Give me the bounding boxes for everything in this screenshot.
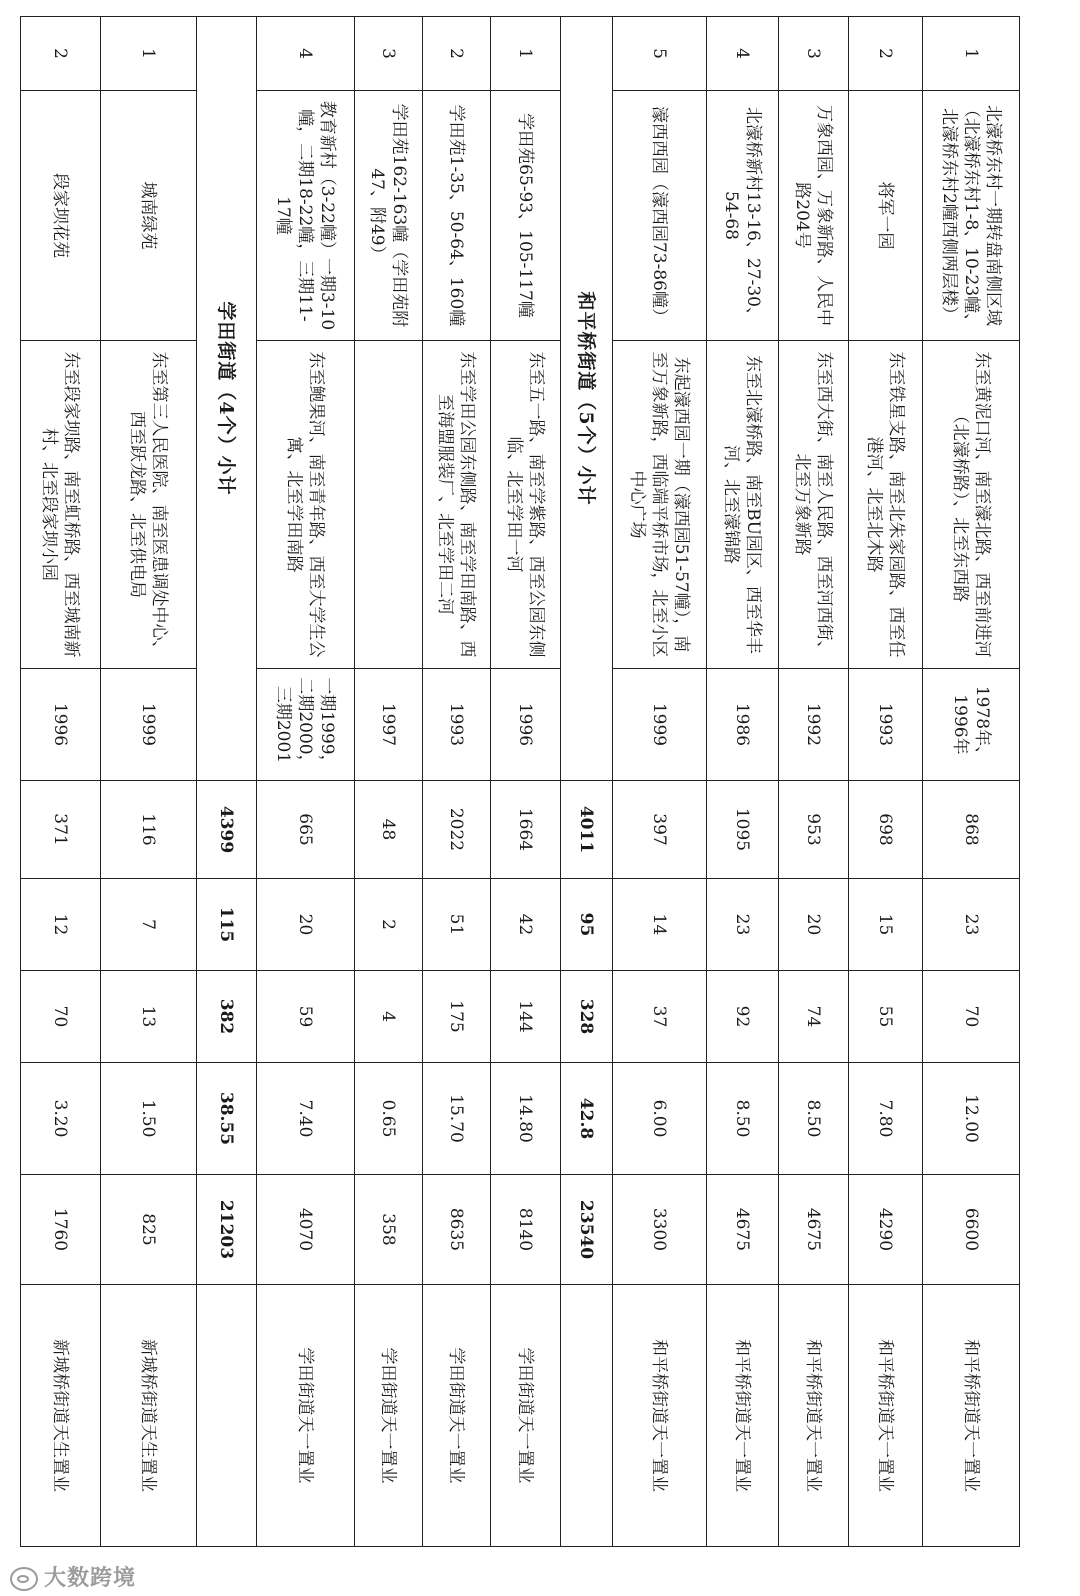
row-number: 1 xyxy=(491,17,561,91)
row-number: 3 xyxy=(355,17,423,91)
table-row xyxy=(21,17,101,1547)
subtotal-investment: 21203 xyxy=(197,1175,257,1285)
subtotal-investment: 23540 xyxy=(561,1175,613,1285)
build-year: 1999 xyxy=(101,669,197,781)
row-number: 3 xyxy=(779,17,849,91)
owner: 和平桥街道天一置业 xyxy=(613,1285,707,1547)
owner: 和平桥街道天一置业 xyxy=(849,1285,923,1547)
subtotal-units: 382 xyxy=(197,971,257,1063)
units: 92 xyxy=(707,971,779,1063)
investment: 6600 xyxy=(923,1175,1020,1285)
units: 70 xyxy=(21,971,101,1063)
boundary: 东至五一路、南至学紫路、西至公园东侧临、北至学田一河 xyxy=(491,341,561,669)
units: 70 xyxy=(923,971,1020,1063)
boundary: 东至西大街、南至人民路、西至河西街、北至万象新路 xyxy=(779,341,849,669)
units: 13 xyxy=(101,971,197,1063)
area: 14.80 xyxy=(491,1063,561,1175)
build-year: 一期1999，二期2000，三期2001 xyxy=(257,669,355,781)
investment: 4290 xyxy=(849,1175,923,1285)
investment: 3300 xyxy=(613,1175,707,1285)
subtotal-households: 4399 xyxy=(197,781,257,879)
subtotal-units: 328 xyxy=(561,971,613,1063)
investment: 4070 xyxy=(257,1175,355,1285)
rotated-table-sheet xyxy=(24,16,1020,1546)
build-year: 1992 xyxy=(779,669,849,781)
households: 2022 xyxy=(423,781,491,879)
table-row xyxy=(257,17,355,1547)
units: 59 xyxy=(257,971,355,1063)
watermark xyxy=(10,1561,136,1592)
area: 8.50 xyxy=(779,1063,849,1175)
watermark-text: 大数跨境 xyxy=(44,1566,137,1591)
households: 868 xyxy=(923,781,1020,879)
build-year: 1978年、1996年 xyxy=(923,669,1020,781)
community-name: 将军一园 xyxy=(849,91,923,341)
owner: 和平桥街道天一置业 xyxy=(923,1285,1020,1547)
owner: 学田街道天一置业 xyxy=(423,1285,491,1547)
boundary: 东起濠西园一期（濠西园51-57幢），南至万象新路，西临端平桥市场，北至小区中心广场 xyxy=(613,341,707,669)
area: 7.80 xyxy=(849,1063,923,1175)
households: 953 xyxy=(779,781,849,879)
table-row xyxy=(613,17,707,1547)
investment: 1760 xyxy=(21,1175,101,1285)
buildings: 42 xyxy=(491,879,561,971)
boundary: 东至段家坝路、南至虹桥路、西至城南新村、北至段家坝小园 xyxy=(21,341,101,669)
units: 4 xyxy=(355,971,423,1063)
households: 1095 xyxy=(707,781,779,879)
investment: 358 xyxy=(355,1175,423,1285)
households: 397 xyxy=(613,781,707,879)
row-number: 4 xyxy=(257,17,355,91)
table-row xyxy=(423,17,491,1547)
build-year: 1993 xyxy=(849,669,923,781)
table-row xyxy=(849,17,923,1547)
area: 6.00 xyxy=(613,1063,707,1175)
boundary: 东至铁星支路、南至北朱家园路、西至任港河、北至北木路 xyxy=(849,341,923,669)
boundary: 东至第三人民医院、南至医患调处中心、西至跃龙路、北至供电局 xyxy=(101,341,197,669)
owner: 学田街道天一置业 xyxy=(491,1285,561,1547)
area: 8.50 xyxy=(707,1063,779,1175)
subtotal-label: 学田街道（4个）小计 xyxy=(197,17,257,781)
community-name: 学田苑162-163幢（学田苑附47、附49） xyxy=(355,91,423,341)
community-name: 北濠桥东村一期转盘南侧区域（北濠桥东村1-8、10-23幢、北濠桥东村2幢西侧两层楼） xyxy=(923,91,1020,341)
investment: 4675 xyxy=(779,1175,849,1285)
investment: 4675 xyxy=(707,1175,779,1285)
row-number: 4 xyxy=(707,17,779,91)
buildings: 2 xyxy=(355,879,423,971)
boundary: 东至北濠桥路、南至BU园区、西至华丰河、北至濠锦路 xyxy=(707,341,779,669)
community-name: 学田苑1-35、50-64、160幢 xyxy=(423,91,491,341)
build-year: 1993 xyxy=(423,669,491,781)
table-row xyxy=(355,17,423,1547)
renovation-table xyxy=(20,16,1020,1547)
row-number: 5 xyxy=(613,17,707,91)
area: 7.40 xyxy=(257,1063,355,1175)
watermark-logo-icon xyxy=(10,1567,38,1591)
buildings: 51 xyxy=(423,879,491,971)
subtotal-label: 和平桥街道（5个）小计 xyxy=(561,17,613,781)
buildings: 12 xyxy=(21,879,101,971)
owner: 学田街道天一置业 xyxy=(257,1285,355,1547)
households: 116 xyxy=(101,781,197,879)
owner: 和平桥街道天一置业 xyxy=(707,1285,779,1547)
households: 665 xyxy=(257,781,355,879)
units: 175 xyxy=(423,971,491,1063)
table-row xyxy=(923,17,1020,1547)
households: 371 xyxy=(21,781,101,879)
community-name: 万象西园、万象新路、人民中路204号 xyxy=(779,91,849,341)
build-year: 1986 xyxy=(707,669,779,781)
subtotal-row-heping xyxy=(561,17,613,1547)
owner: 新城桥街道天生置业 xyxy=(101,1285,197,1547)
investment: 8635 xyxy=(423,1175,491,1285)
investment: 825 xyxy=(101,1175,197,1285)
area: 1.50 xyxy=(101,1063,197,1175)
buildings: 7 xyxy=(101,879,197,971)
boundary: 东至鲍果河、南至青年路、西至大学生公寓、北至学田南路 xyxy=(257,341,355,669)
boundary xyxy=(355,341,423,669)
subtotal-owner xyxy=(197,1285,257,1547)
build-year: 1996 xyxy=(491,669,561,781)
households: 698 xyxy=(849,781,923,879)
subtotal-buildings: 115 xyxy=(197,879,257,971)
households: 1664 xyxy=(491,781,561,879)
community-name: 段家坝花苑 xyxy=(21,91,101,341)
build-year: 1996 xyxy=(21,669,101,781)
community-name: 北濠桥新村13-16、27-30、54-68 xyxy=(707,91,779,341)
buildings: 20 xyxy=(257,879,355,971)
subtotal-area: 38.55 xyxy=(197,1063,257,1175)
owner: 学田街道天一置业 xyxy=(355,1285,423,1547)
table-row xyxy=(101,17,197,1547)
subtotal-area: 42.8 xyxy=(561,1063,613,1175)
boundary: 东至学田公园东侧路、南至学田南路、西至海盟服装厂、北至学田二河 xyxy=(423,341,491,669)
owner: 和平桥街道天一置业 xyxy=(779,1285,849,1547)
row-number: 2 xyxy=(423,17,491,91)
area: 0.65 xyxy=(355,1063,423,1175)
subtotal-owner xyxy=(561,1285,613,1547)
table-row xyxy=(779,17,849,1547)
buildings: 14 xyxy=(613,879,707,971)
area: 12.00 xyxy=(923,1063,1020,1175)
build-year: 1997 xyxy=(355,669,423,781)
community-name: 城南绿苑 xyxy=(101,91,197,341)
households: 48 xyxy=(355,781,423,879)
units: 144 xyxy=(491,971,561,1063)
community-name: 学田苑65-93、105-117幢 xyxy=(491,91,561,341)
row-number: 1 xyxy=(923,17,1020,91)
table-row xyxy=(491,17,561,1547)
row-number: 2 xyxy=(21,17,101,91)
buildings: 23 xyxy=(707,879,779,971)
area: 15.70 xyxy=(423,1063,491,1175)
subtotal-households: 4011 xyxy=(561,781,613,879)
buildings: 20 xyxy=(779,879,849,971)
subtotal-row-xuetian xyxy=(197,17,257,1547)
community-name: 教育新村（3-22幢）一期3-10幢，二期18-22幢，三期11-17幢 xyxy=(257,91,355,341)
units: 74 xyxy=(779,971,849,1063)
table-row xyxy=(707,17,779,1547)
investment: 8140 xyxy=(491,1175,561,1285)
area: 3.20 xyxy=(21,1063,101,1175)
buildings: 23 xyxy=(923,879,1020,971)
build-year: 1999 xyxy=(613,669,707,781)
units: 37 xyxy=(613,971,707,1063)
row-number: 1 xyxy=(101,17,197,91)
boundary: 东至黄泥口河、南至濠北路、西至前进河（北濠桥路）、北至东西路 xyxy=(923,341,1020,669)
owner: 新城桥街道天生置业 xyxy=(21,1285,101,1547)
buildings: 15 xyxy=(849,879,923,971)
row-number: 2 xyxy=(849,17,923,91)
subtotal-buildings: 95 xyxy=(561,879,613,971)
community-name: 濠西西园（濠西园73-86幢） xyxy=(613,91,707,341)
units: 55 xyxy=(849,971,923,1063)
